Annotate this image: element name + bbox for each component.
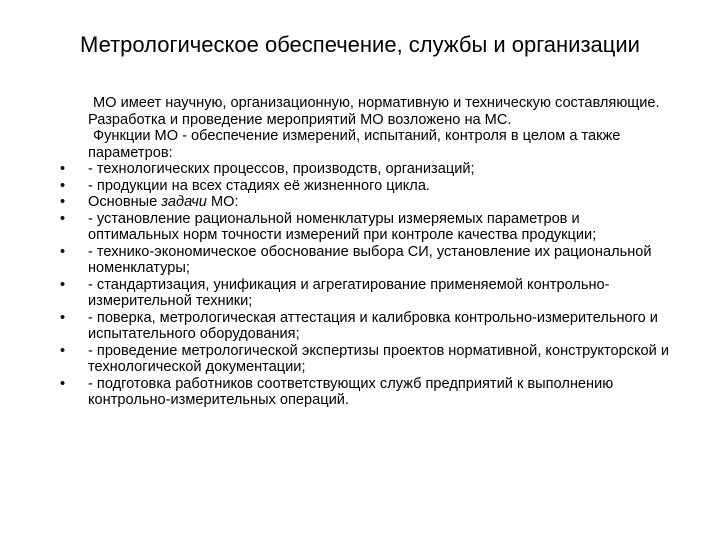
list-item	[60, 178, 672, 195]
list-item	[60, 194, 672, 211]
list-item	[60, 244, 672, 277]
tasks-heading	[88, 194, 672, 211]
bullet-icon: •	[60, 375, 66, 392]
paragraph	[60, 128, 672, 161]
slide-title: Метрологическое обеспечение, службы и организации	[80, 32, 640, 57]
list-item-text: - стандартизация, унификация и агрегатирование применяемой контрольно-измерительной техники;	[88, 276, 610, 309]
list-item	[60, 161, 672, 178]
bullet-icon: •	[60, 177, 66, 194]
bullet-icon: •	[60, 194, 66, 210]
list-item-text: - установление рациональной номенклатуры измеряемых параметров и оптимальных норм точности измерений при контроле качества продукции;	[88, 210, 597, 243]
bullet-icon: •	[60, 243, 66, 260]
bullet-icon: •	[60, 161, 66, 177]
paragraph-text: МО имеет научную, организационную, нормативную и техническую составляющие. Разработка и проведение мероприятий МО возложено на МС.	[88, 95, 660, 128]
list-item-text: - продукции на всех стадиях её жизненного цикла.	[88, 177, 430, 194]
list-item	[60, 211, 672, 244]
list-item	[60, 277, 672, 310]
paragraph	[60, 95, 672, 128]
list-item-text: - технико-экономическое обоснование выбора СИ, установление их рациональной номенклатуры;	[88, 243, 652, 276]
tasks-suffix: МО:	[206, 194, 239, 210]
bullet-icon: •	[60, 342, 66, 359]
list-item	[60, 376, 672, 409]
tasks-prefix: Основные	[88, 194, 162, 210]
paragraph-text: Функции МО - обеспечение измерений, испытаний, контроля в целом а также параметров:	[88, 128, 621, 161]
list-item-text: - подготовка работников соответствующих служб предприятий к выполнению контрольно-измерительных операций.	[88, 375, 614, 408]
list-item	[60, 310, 672, 343]
bullet-icon: •	[60, 210, 66, 227]
list-item	[60, 343, 672, 376]
list-item-text: - технологических процессов, производств, организаций;	[88, 161, 475, 177]
list-item-text: - проведение метрологической экспертизы проектов нормативной, конструкторской и технологической документации;	[88, 342, 670, 375]
tasks-word: задачи	[161, 194, 207, 210]
slide-body	[60, 95, 672, 409]
bullet-icon: •	[60, 276, 66, 293]
bullet-icon: •	[60, 309, 66, 326]
list-item-text: - поверка, метрологическая аттестация и калибровка контрольно-измерительного и испытательного оборудования;	[88, 309, 658, 342]
